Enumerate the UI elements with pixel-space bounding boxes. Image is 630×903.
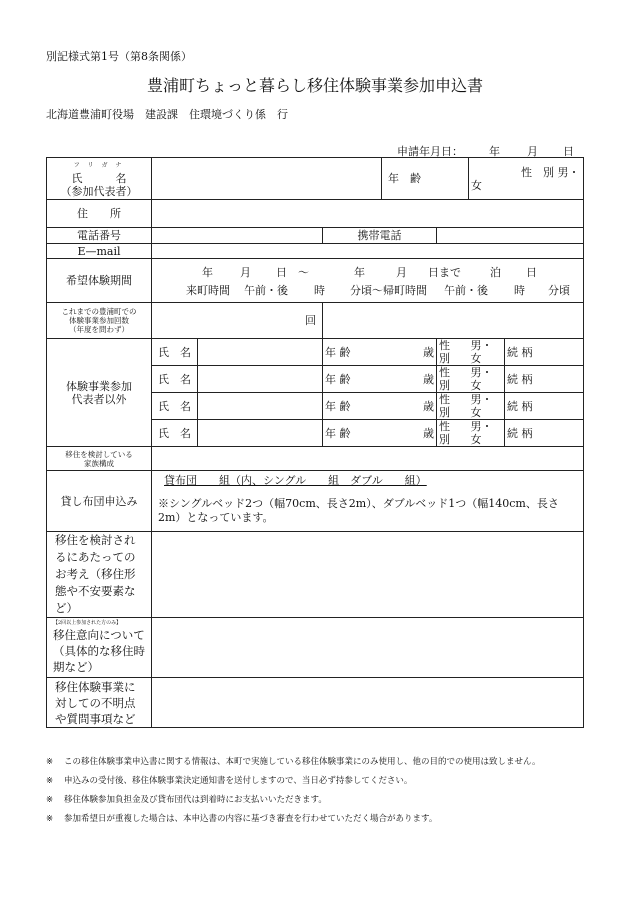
note-3 <box>46 793 327 805</box>
department: 北海道豊浦町役場 建設課 住環境づくり係 行 <box>46 108 288 121</box>
date-month-label: 月 <box>527 145 538 158</box>
period-until-label: 日まで <box>428 265 461 279</box>
application-form-table <box>46 157 584 728</box>
other-relation-label: 続 柄 <box>507 399 533 413</box>
thoughts-label: 移住を検討されるにあたってのお考え（移住形態や不安要素など） <box>47 532 152 618</box>
address-field[interactable] <box>152 200 584 228</box>
departure-ampm[interactable]: 午前・後 <box>444 283 488 297</box>
other-relation-field[interactable] <box>505 366 584 393</box>
period-field[interactable] <box>152 259 584 303</box>
note-text: 移住体験参加負担金及び貸布団代は到着時にお支払いいただきます。 <box>64 795 327 805</box>
futon-sets-line: 貸布団 組（内、シングル 組 ダブル 組） <box>164 474 427 487</box>
age-field[interactable] <box>382 158 469 200</box>
other-sex-label: 性 別 <box>439 366 462 392</box>
other-sex-field[interactable] <box>437 420 505 447</box>
other-name-field[interactable] <box>198 339 323 366</box>
date-day-label: 日 <box>563 145 574 158</box>
other-name-field[interactable] <box>198 420 323 447</box>
representative-label: （参加代表者） <box>60 185 138 198</box>
times-label: 回 <box>305 314 316 327</box>
sex-label: 性 別 <box>521 165 555 179</box>
other-age-field[interactable] <box>323 366 437 393</box>
phone-label: 電話番号 <box>47 228 152 244</box>
note-text: 参加希望日が重複した場合は、本申込書の内容に基づき審査を行わせていただく場合があります。 <box>64 814 438 824</box>
family-label <box>47 447 152 471</box>
family-field[interactable] <box>152 447 584 471</box>
departure-hour-label: 時 <box>514 283 525 297</box>
other-age-unit: 歳 <box>423 426 435 440</box>
address-label: 住 所 <box>47 200 152 228</box>
other-age-unit: 歳 <box>423 345 435 359</box>
other-name-field[interactable] <box>198 366 323 393</box>
intent-field[interactable] <box>152 618 584 678</box>
sex-options[interactable]: 男・女 <box>471 165 580 192</box>
nights-label: 泊 <box>490 265 501 279</box>
age-label: 年 齢 <box>388 172 422 185</box>
other-age-field[interactable] <box>323 339 437 366</box>
period-month2-label: 月 <box>396 265 407 279</box>
other-sex-label: 性 別 <box>439 339 462 365</box>
questions-label: 移住体験事業に対しての不明点や質問事項など <box>47 678 152 728</box>
departure-label: 分頃～帰町時間 <box>350 283 427 297</box>
other-relation-field[interactable] <box>505 393 584 420</box>
other-sex-field[interactable] <box>437 339 505 366</box>
prior-count-line1: これまでの豊浦町での <box>61 307 137 316</box>
other-sex-label: 性 別 <box>439 420 462 446</box>
sex-field[interactable] <box>469 158 584 200</box>
page-title: 豊浦町ちょっと暮らし移住体験事業参加申込書 <box>146 76 483 95</box>
other-age-label: 年 齢 <box>325 426 351 440</box>
period-month-label: 月 <box>240 265 251 279</box>
note-4 <box>46 812 437 824</box>
other-sex-options[interactable]: 男・女 <box>470 366 493 392</box>
other-name-label: 氏 名 <box>152 366 198 393</box>
other-age-label: 年 齢 <box>325 345 351 359</box>
email-field[interactable] <box>152 244 584 259</box>
form-number: 別記様式第1号（第8条関係） <box>46 50 192 63</box>
intent-label: 移住意向について（具体的な移住時期など） <box>53 628 145 674</box>
prior-count-label <box>47 303 152 339</box>
phone-field[interactable] <box>152 228 323 244</box>
other-participants-line2: 代表者以外 <box>71 392 127 406</box>
other-relation-label: 続 柄 <box>507 426 533 440</box>
name-field[interactable] <box>152 158 382 200</box>
note-mark: ※ <box>46 814 54 824</box>
mobile-field[interactable] <box>437 228 584 244</box>
prior-count-field[interactable] <box>152 303 323 339</box>
period-year-label: 年 <box>202 265 213 279</box>
other-age-label: 年 齢 <box>325 372 351 386</box>
other-name-field[interactable] <box>198 393 323 420</box>
other-relation-field[interactable] <box>505 420 584 447</box>
period-day-label: 日 ～ <box>276 265 309 279</box>
other-age-field[interactable] <box>323 420 437 447</box>
furigana-label: フ リ ガ ナ <box>73 162 125 169</box>
questions-field[interactable] <box>152 678 584 728</box>
email-label: E—mail <box>47 244 152 259</box>
prior-count-blank <box>323 303 584 339</box>
family-line2: 家族構成 <box>84 458 114 468</box>
other-sex-field[interactable] <box>437 393 505 420</box>
other-sex-field[interactable] <box>437 366 505 393</box>
twice-note: 【2回以上参加された方のみ】 <box>53 620 122 626</box>
family-line1: 移住を検討している <box>65 449 133 459</box>
other-age-unit: 歳 <box>423 399 435 413</box>
futon-label: 貸し布団申込み <box>47 471 152 532</box>
note-1 <box>46 755 541 767</box>
other-age-field[interactable] <box>323 393 437 420</box>
mobile-label: 携帯電話 <box>323 228 437 244</box>
other-age-unit: 歳 <box>423 372 435 386</box>
name-label: 氏 名 <box>71 172 127 185</box>
other-name-label: 氏 名 <box>152 420 198 447</box>
note-text: 申込みの受付後、移住体験事業決定通知書を送付しますので、当日必ず持参してください。 <box>64 776 413 786</box>
date-year-label: 年 <box>489 145 500 158</box>
other-name-label: 氏 名 <box>152 393 198 420</box>
intent-cell <box>47 618 152 678</box>
prior-count-line3: （年度を問わず） <box>69 325 129 334</box>
other-participants-line1: 体験事業参加 <box>66 379 132 393</box>
other-relation-label: 続 柄 <box>507 372 533 386</box>
period-year2-label: 年 <box>354 265 365 279</box>
other-relation-field[interactable] <box>505 339 584 366</box>
arrival-ampm[interactable]: 午前・後 <box>244 283 288 297</box>
other-age-label: 年 齢 <box>325 399 351 413</box>
arrival-label: 来町時間 <box>186 283 230 297</box>
prior-count-line2: 体験事業参加回数 <box>69 316 129 325</box>
other-sex-label: 性 別 <box>439 393 462 419</box>
date-label: 申請年月日： <box>397 145 463 158</box>
arrival-hour-label: 時 <box>314 283 325 297</box>
period-label: 希望体験期間 <box>47 259 152 303</box>
note-mark: ※ <box>46 776 54 786</box>
note-2 <box>46 774 412 786</box>
days-label: 日 <box>526 265 537 279</box>
futon-note: ※シングルベッド2つ（幅70cm、長さ2m）、ダブルベッド1つ（幅140cm、長さ2m）となっています。 <box>158 497 559 524</box>
note-mark: ※ <box>46 795 54 805</box>
other-relation-label: 続 柄 <box>507 345 533 359</box>
other-name-label: 氏 名 <box>152 339 198 366</box>
note-text: この移住体験事業申込書に関する情報は、本町で実施している移住体験事業にのみ使用し、他の目的での使用は致しません。 <box>64 757 541 767</box>
other-sex-options[interactable]: 男・女 <box>470 339 493 365</box>
note-mark: ※ <box>46 757 54 767</box>
other-participants-label <box>47 339 152 447</box>
name-header <box>47 158 152 200</box>
futon-field[interactable] <box>152 471 584 532</box>
other-sex-options[interactable]: 男・女 <box>470 393 493 419</box>
other-sex-options[interactable]: 男・女 <box>470 420 493 446</box>
thoughts-field[interactable] <box>152 532 584 618</box>
departure-minute-label: 分頃 <box>548 283 570 297</box>
